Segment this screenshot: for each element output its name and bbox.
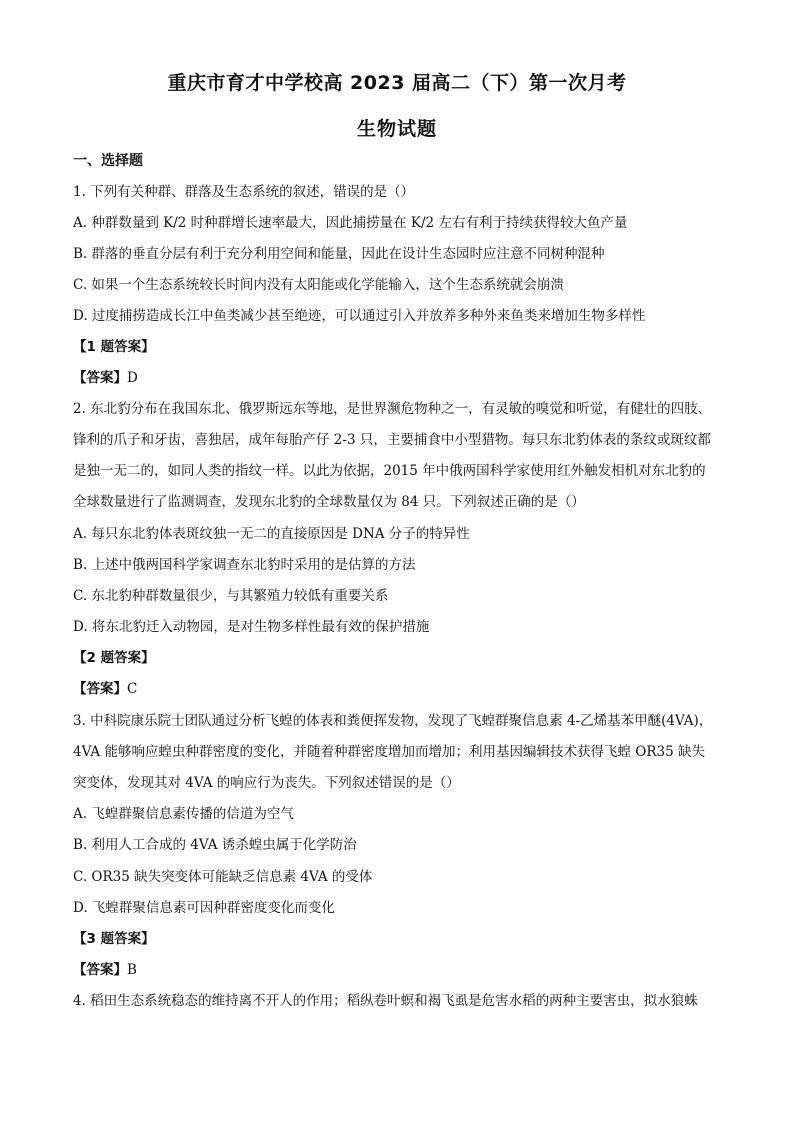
question-2-option-d: D. 将东北豹迁入动物园，是对生物多样性最有效的保护措施 bbox=[73, 619, 430, 635]
question-3-option-a: A. 飞蝗群聚信息素传播的信道为空气 bbox=[73, 806, 294, 822]
question-3-stem-line-2: 4VA 能够响应蝗虫种群密度的变化，并随着种群密度增加而增加；利用基因编辑技术获得飞蝗 OR35 缺失 bbox=[73, 744, 705, 760]
question-1-option-d: D. 过度捕捞造成长江中鱼类减少甚至绝迹，可以通过引入并放养多种外来鱼类来增加生物多样性 bbox=[73, 308, 646, 324]
question-3-stem-line-3: 突变体，发现其对 4VA 的响应行为丧失。下列叙述错误的是（） bbox=[73, 775, 460, 791]
question-3-option-d: D. 飞蝗群聚信息素可因种群密度变化而变化 bbox=[73, 900, 335, 916]
section-heading: 一、选择题 bbox=[73, 153, 143, 169]
question-2-stem-line-4: 全球数量进行了监测调查，发现东北豹的全球数量仅为 84 只。下列叙述正确的是（） bbox=[73, 494, 585, 510]
question-3-answer-tag: 【3 题答案】 bbox=[73, 931, 155, 947]
subject-title: 生物试题 bbox=[356, 118, 437, 140]
question-1-stem: 1. 下列有关种群、群落及生态系统的叙述，错误的是（） bbox=[73, 184, 415, 200]
question-2-stem-line-1: 2. 东北豹分布在我国东北、俄罗斯远东等地，是世界濒危物种之一，有灵敏的嗅觉和听觉，有健壮的四肢、 bbox=[73, 401, 712, 417]
question-1-option-c: C. 如果一个生态系统较长时间内没有太阳能或化学能输入，这个生态系统就会崩溃 bbox=[73, 277, 564, 293]
question-2-stem-line-2: 锋利的爪子和牙齿，喜独居，成年每胎产仔 2-3 只，主要捕食中小型猎物。每只东北豹体表的条纹或斑纹都 bbox=[73, 432, 711, 448]
question-2-option-c: C. 东北豹种群数量很少，与其繁殖力较低有重要关系 bbox=[73, 588, 389, 604]
answer-value: D bbox=[127, 370, 138, 386]
question-3-option-b: B. 利用人工合成的 4VA 诱杀蝗虫属于化学防治 bbox=[73, 837, 357, 853]
question-1-answer bbox=[73, 368, 733, 388]
answer-label: 【答案】 bbox=[73, 962, 127, 978]
question-2-stem-line-3: 是独一无二的，如同人类的指纹一样。以此为依据，2015 年中俄两国科学家使用红外触发相机对东北豹的 bbox=[73, 463, 706, 479]
question-2-answer bbox=[73, 679, 733, 699]
exam-title: 重庆市育才中学校高 2023 届高二（下）第一次月考 bbox=[167, 72, 627, 94]
question-4-stem: 4. 稻田生态系统稳态的维持离不开人的作用；稻纵卷叶螟和褐飞虱是危害水稻的两种主要害虫，拟水狼蛛 bbox=[73, 993, 698, 1009]
answer-label: 【答案】 bbox=[73, 370, 127, 386]
question-3-answer bbox=[73, 960, 733, 980]
answer-label: 【答案】 bbox=[73, 681, 127, 697]
question-3-option-c: C. OR35 缺失突变体可能缺乏信息素 4VA 的受体 bbox=[73, 869, 373, 885]
question-1-answer-tag: 【1 题答案】 bbox=[73, 339, 155, 355]
question-2-option-a: A. 每只东北豹体表斑纹独一无二的直接原因是 DNA 分子的特异性 bbox=[73, 526, 470, 542]
question-2-answer-tag: 【2 题答案】 bbox=[73, 650, 155, 666]
question-3-stem-line-1: 3. 中科院康乐院士团队通过分析飞蝗的体表和粪便挥发物，发现了飞蝗群聚信息素 4-乙烯基苯甲醚(4VA)， bbox=[73, 713, 713, 729]
question-2-option-b: B. 上述中俄两国科学家调查东北豹时采用的是估算的方法 bbox=[73, 557, 416, 573]
question-1-option-a: A. 种群数量到 K/2 时种群增长速率最大，因此捕捞量在 K/2 左右有利于持续获得较大鱼产量 bbox=[73, 215, 628, 231]
answer-value: B bbox=[127, 962, 137, 978]
answer-value: C bbox=[127, 681, 138, 697]
question-1-option-b: B. 群落的垂直分层有利于充分利用空间和能量，因此在设计生态园时应注意不同树种混种 bbox=[73, 246, 605, 262]
